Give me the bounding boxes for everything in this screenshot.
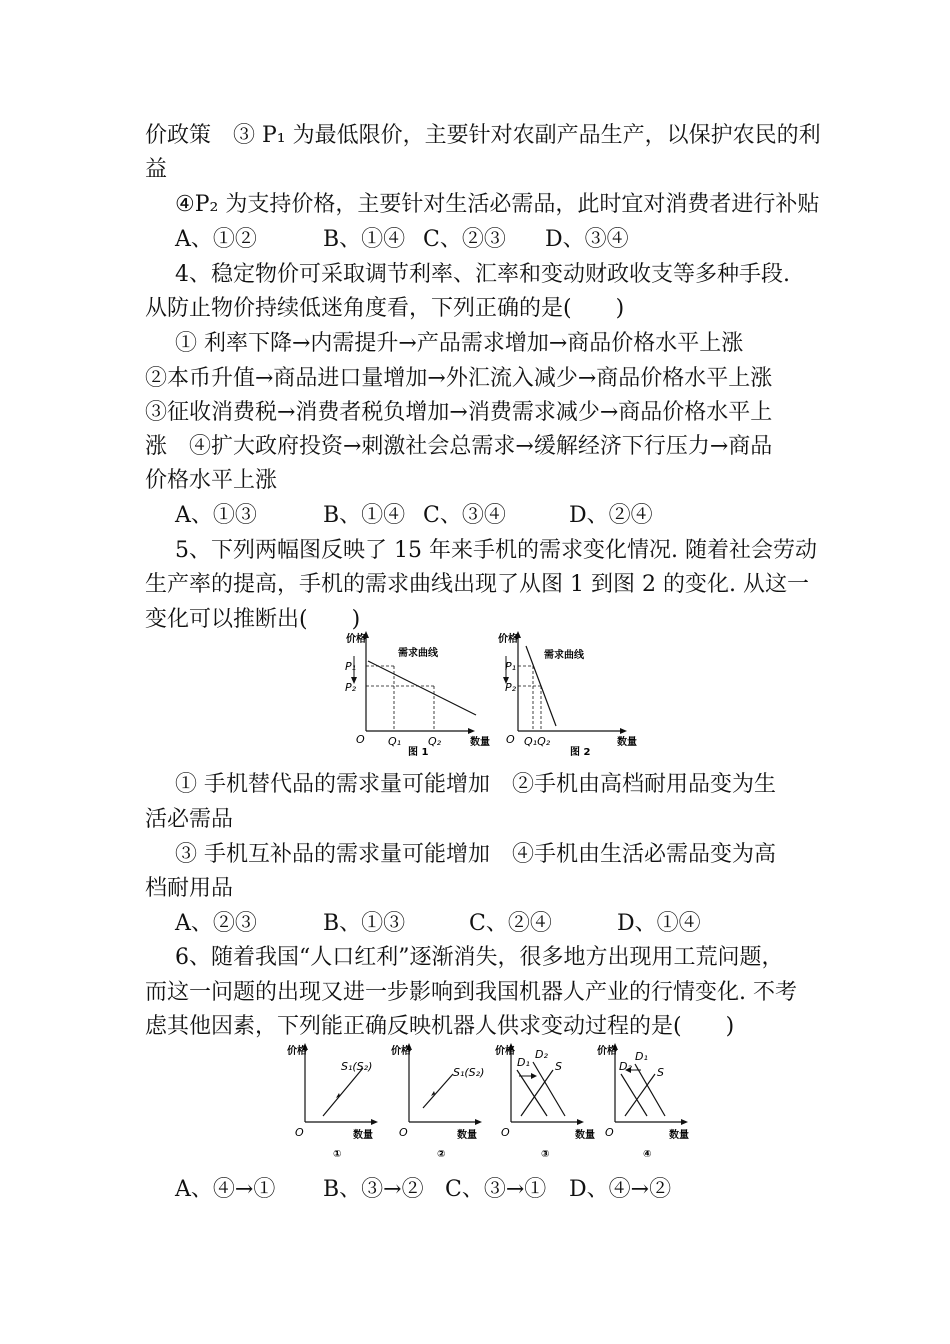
g3-caption: ③ <box>541 1149 550 1160</box>
q5-line-1: 5、下列两幅图反映了 15 年来手机的需求变化情况. 随着社会劳动 <box>175 538 817 563</box>
q3-line-1: 价政策 ③ P₁ 为最低限价，主要针对农副产品生产，以保护农民的利 <box>145 123 821 148</box>
q6-line-1: 6、随着我国“人口红利”逐渐消失，很多地方出现用工荒问题， <box>175 945 784 970</box>
g2-x-arrow <box>475 1119 482 1125</box>
q5-line-7: 档耐用品 <box>145 876 234 901</box>
q3-option-b[interactable]: B、①④ <box>323 227 406 252</box>
fig1-x-label: 数量 <box>470 737 490 748</box>
fig2-p2: P₂ <box>505 681 517 694</box>
q6-option-c[interactable]: C、③→① <box>445 1177 547 1202</box>
g4-s-label: S <box>657 1066 664 1079</box>
q3-options <box>175 225 845 255</box>
fig2-q1q2: Q₁Q₂ <box>524 735 551 748</box>
g3-d2-label: D₂ <box>535 1048 548 1061</box>
g1-x-label: 数量 <box>353 1130 373 1141</box>
q3-option-a[interactable]: A、①② <box>175 227 257 252</box>
fig1-curve-label: 需求曲线 <box>398 648 438 659</box>
q4-line-6: 涨 ④扩大政府投资→刺激社会总需求→缓解经济下行压力→商品 <box>145 434 773 459</box>
q4-option-c[interactable]: C、③④ <box>423 503 506 528</box>
g1-s-label: S₁(S₂) <box>341 1060 373 1073</box>
fig2-x-arrow <box>620 728 627 734</box>
q6-option-b[interactable]: B、③→② <box>323 1177 424 1202</box>
g2-supply-line <box>423 1074 453 1108</box>
q4-option-d[interactable]: D、②④ <box>569 503 653 528</box>
q5-figure-1 <box>345 631 490 758</box>
q3-option-c[interactable]: C、②③ <box>423 227 506 252</box>
q3-line-3: ④P₂ 为支持价格，主要针对生活必需品，此时宜对消费者进行补贴 <box>175 192 820 217</box>
fig1-origin: O <box>356 733 365 746</box>
fig2-p1: P₁ <box>505 660 517 673</box>
q3-option-d[interactable]: D、③④ <box>545 227 629 252</box>
g2-s-label: S₁(S₂) <box>453 1066 485 1079</box>
q3-line-2: 益 <box>145 157 168 182</box>
fig2-caption: 图 2 <box>570 747 591 758</box>
q5-line-4: ① 手机替代品的需求量可能增加 ②手机由高档耐用品变为生 <box>175 772 776 797</box>
fig1-q1: Q₁ <box>388 735 402 748</box>
g3-s-line <box>521 1070 553 1116</box>
g1-y-label: 价格 <box>287 1046 307 1057</box>
q5-option-c[interactable]: C、②④ <box>469 911 552 936</box>
fig2-origin: O <box>506 733 515 746</box>
q5-demand-figures <box>330 628 650 763</box>
q6-graph-4 <box>597 1043 689 1160</box>
q6-option-d[interactable]: D、④→② <box>569 1177 672 1202</box>
g4-x-arrow <box>681 1119 688 1125</box>
q5-options <box>175 909 845 939</box>
q6-graph-1 <box>287 1043 378 1160</box>
fig1-x-arrow <box>468 728 475 734</box>
q4-line-1: 4、稳定物价可采取调节利率、汇率和变动财政收支等多种手段. <box>175 262 790 287</box>
g1-x-arrow <box>371 1119 378 1125</box>
q4-line-5: ③征收消费税→消费者税负增加→消费需求减少→商品价格水平上 <box>145 400 773 425</box>
q5-option-b[interactable]: B、①③ <box>323 911 406 936</box>
g4-caption: ④ <box>643 1149 652 1160</box>
g3-shift-arrowhead <box>531 1073 537 1079</box>
q5-line-5: 活必需品 <box>145 807 234 832</box>
g2-caption: ② <box>437 1149 446 1160</box>
q5-option-d[interactable]: D、①④ <box>617 911 701 936</box>
fig1-demand-curve <box>368 661 476 715</box>
g4-x-label: 数量 <box>669 1130 689 1141</box>
q4-option-b[interactable]: B、①④ <box>323 503 406 528</box>
fig1-q2: Q₂ <box>428 735 442 748</box>
q5-line-2: 生产率的提高，手机的需求曲线出现了从图 1 到图 2 的变化. 从这一 <box>145 572 809 597</box>
g1-origin: O <box>295 1126 304 1139</box>
q5-figure-2 <box>498 631 637 758</box>
q6-supply-demand-figures <box>285 1040 695 1165</box>
q5-option-a[interactable]: A、②③ <box>175 911 257 936</box>
g3-d1-label: D₁ <box>517 1056 530 1069</box>
g3-x-label: 数量 <box>575 1130 595 1141</box>
g3-s-label: S <box>555 1060 562 1073</box>
q6-graph-3 <box>495 1043 595 1160</box>
q4-line-7: 价格水平上涨 <box>145 468 278 493</box>
g4-origin: O <box>605 1126 614 1139</box>
fig2-y-label: 价格 <box>498 634 518 645</box>
q4-line-3: ① 利率下降→内需提升→产品需求增加→商品价格水平上涨 <box>175 331 744 356</box>
q4-line-4: ②本币升值→商品进口量增加→外汇流入减少→商品价格水平上涨 <box>145 366 773 391</box>
g2-y-label: 价格 <box>391 1046 411 1057</box>
q6-option-a[interactable]: A、④→① <box>175 1177 276 1202</box>
q5-line-6: ③ 手机互补品的需求量可能增加 ④手机由生活必需品变为高 <box>175 842 776 867</box>
g1-supply-line <box>323 1068 363 1116</box>
fig1-y-label: 价格 <box>346 634 366 645</box>
q6-graph-2 <box>391 1043 484 1160</box>
q4-option-a[interactable]: A、①③ <box>175 503 257 528</box>
g1-caption: ① <box>333 1149 342 1160</box>
fig2-x-label: 数量 <box>617 737 637 748</box>
q4-options <box>175 501 845 531</box>
g3-x-arrow <box>577 1119 584 1125</box>
g4-d2-label: D₂ <box>619 1060 632 1073</box>
g2-origin: O <box>399 1126 408 1139</box>
q5-line-3: 变化可以推断出( ) <box>145 607 361 632</box>
q6-options <box>175 1175 845 1205</box>
g4-d2-line <box>621 1074 647 1116</box>
q6-line-3: 虑其他因素，下列能正确反映机器人供求变动过程的是( ) <box>145 1014 735 1039</box>
q4-line-2: 从防止物价持续低迷角度看，下列正确的是( ) <box>145 296 625 321</box>
q6-line-2: 而这一问题的出现又进一步影响到我国机器人产业的行情变化. 不考 <box>145 980 797 1005</box>
fig1-p2: P₂ <box>345 681 357 694</box>
g3-origin: O <box>501 1126 510 1139</box>
fig2-curve-label: 需求曲线 <box>544 650 584 661</box>
fig1-p1: P₁ <box>345 660 357 673</box>
fig1-caption: 图 1 <box>408 747 429 758</box>
g4-d1-label: D₁ <box>635 1050 648 1063</box>
g4-s-line <box>625 1074 655 1116</box>
g3-y-label: 价格 <box>495 1046 515 1057</box>
g2-x-label: 数量 <box>457 1130 477 1141</box>
g4-y-label: 价格 <box>597 1046 617 1057</box>
